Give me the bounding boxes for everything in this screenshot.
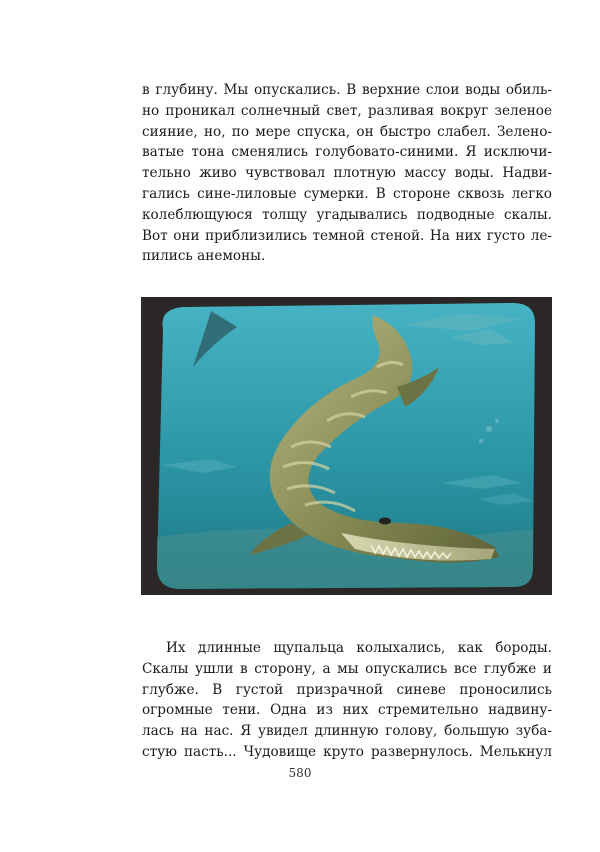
text-line: колеблющуюся толщу угадывались подводные скалы. bbox=[142, 206, 552, 223]
text-line: Их длинные щупальца колыхались, как бороды. bbox=[166, 640, 552, 656]
illustration-sea-monster bbox=[141, 297, 552, 595]
text-line: тельно живо чувствовал плотную массу воды. Надви- bbox=[142, 165, 552, 182]
text-line: ватые тона сменялись голубовато-синими. Я исключи- bbox=[142, 144, 552, 161]
text-line: стую пасть... Чудовище круто развернулось. Мелькнул bbox=[142, 743, 552, 760]
text-line: гались сине-лиловые сумерки. В стороне сквозь легко bbox=[142, 185, 552, 202]
text-line: но проникал солнечный свет, разливая вокруг зеленое bbox=[142, 102, 552, 119]
text-line: сияние, но, по мере спуска, он быстро слабел. Зелено- bbox=[142, 123, 552, 140]
porthole-scene bbox=[141, 297, 552, 595]
creature-eye bbox=[379, 518, 391, 525]
text-line: огромные тени. Одна из них стремительно надвину- bbox=[142, 702, 552, 719]
text-line: лась на нас. Я увидел длинную голову, большую зуба- bbox=[142, 723, 552, 740]
paragraph-top bbox=[142, 80, 552, 267]
paragraph-bottom bbox=[142, 638, 552, 763]
text-line: Вот они приблизились темной стеной. На них густо ле- bbox=[142, 227, 552, 244]
text-line: в глубину. Мы опускались. В верхние слои воды обиль- bbox=[142, 82, 552, 98]
text-line: пились анемоны. bbox=[142, 248, 266, 265]
text-line: Скалы ушли в сторону, а мы опускались все глубже и bbox=[142, 660, 552, 677]
page-number: 580 bbox=[288, 766, 312, 780]
text-line: глубже. В густой призрачной синеве проносились bbox=[142, 681, 552, 698]
